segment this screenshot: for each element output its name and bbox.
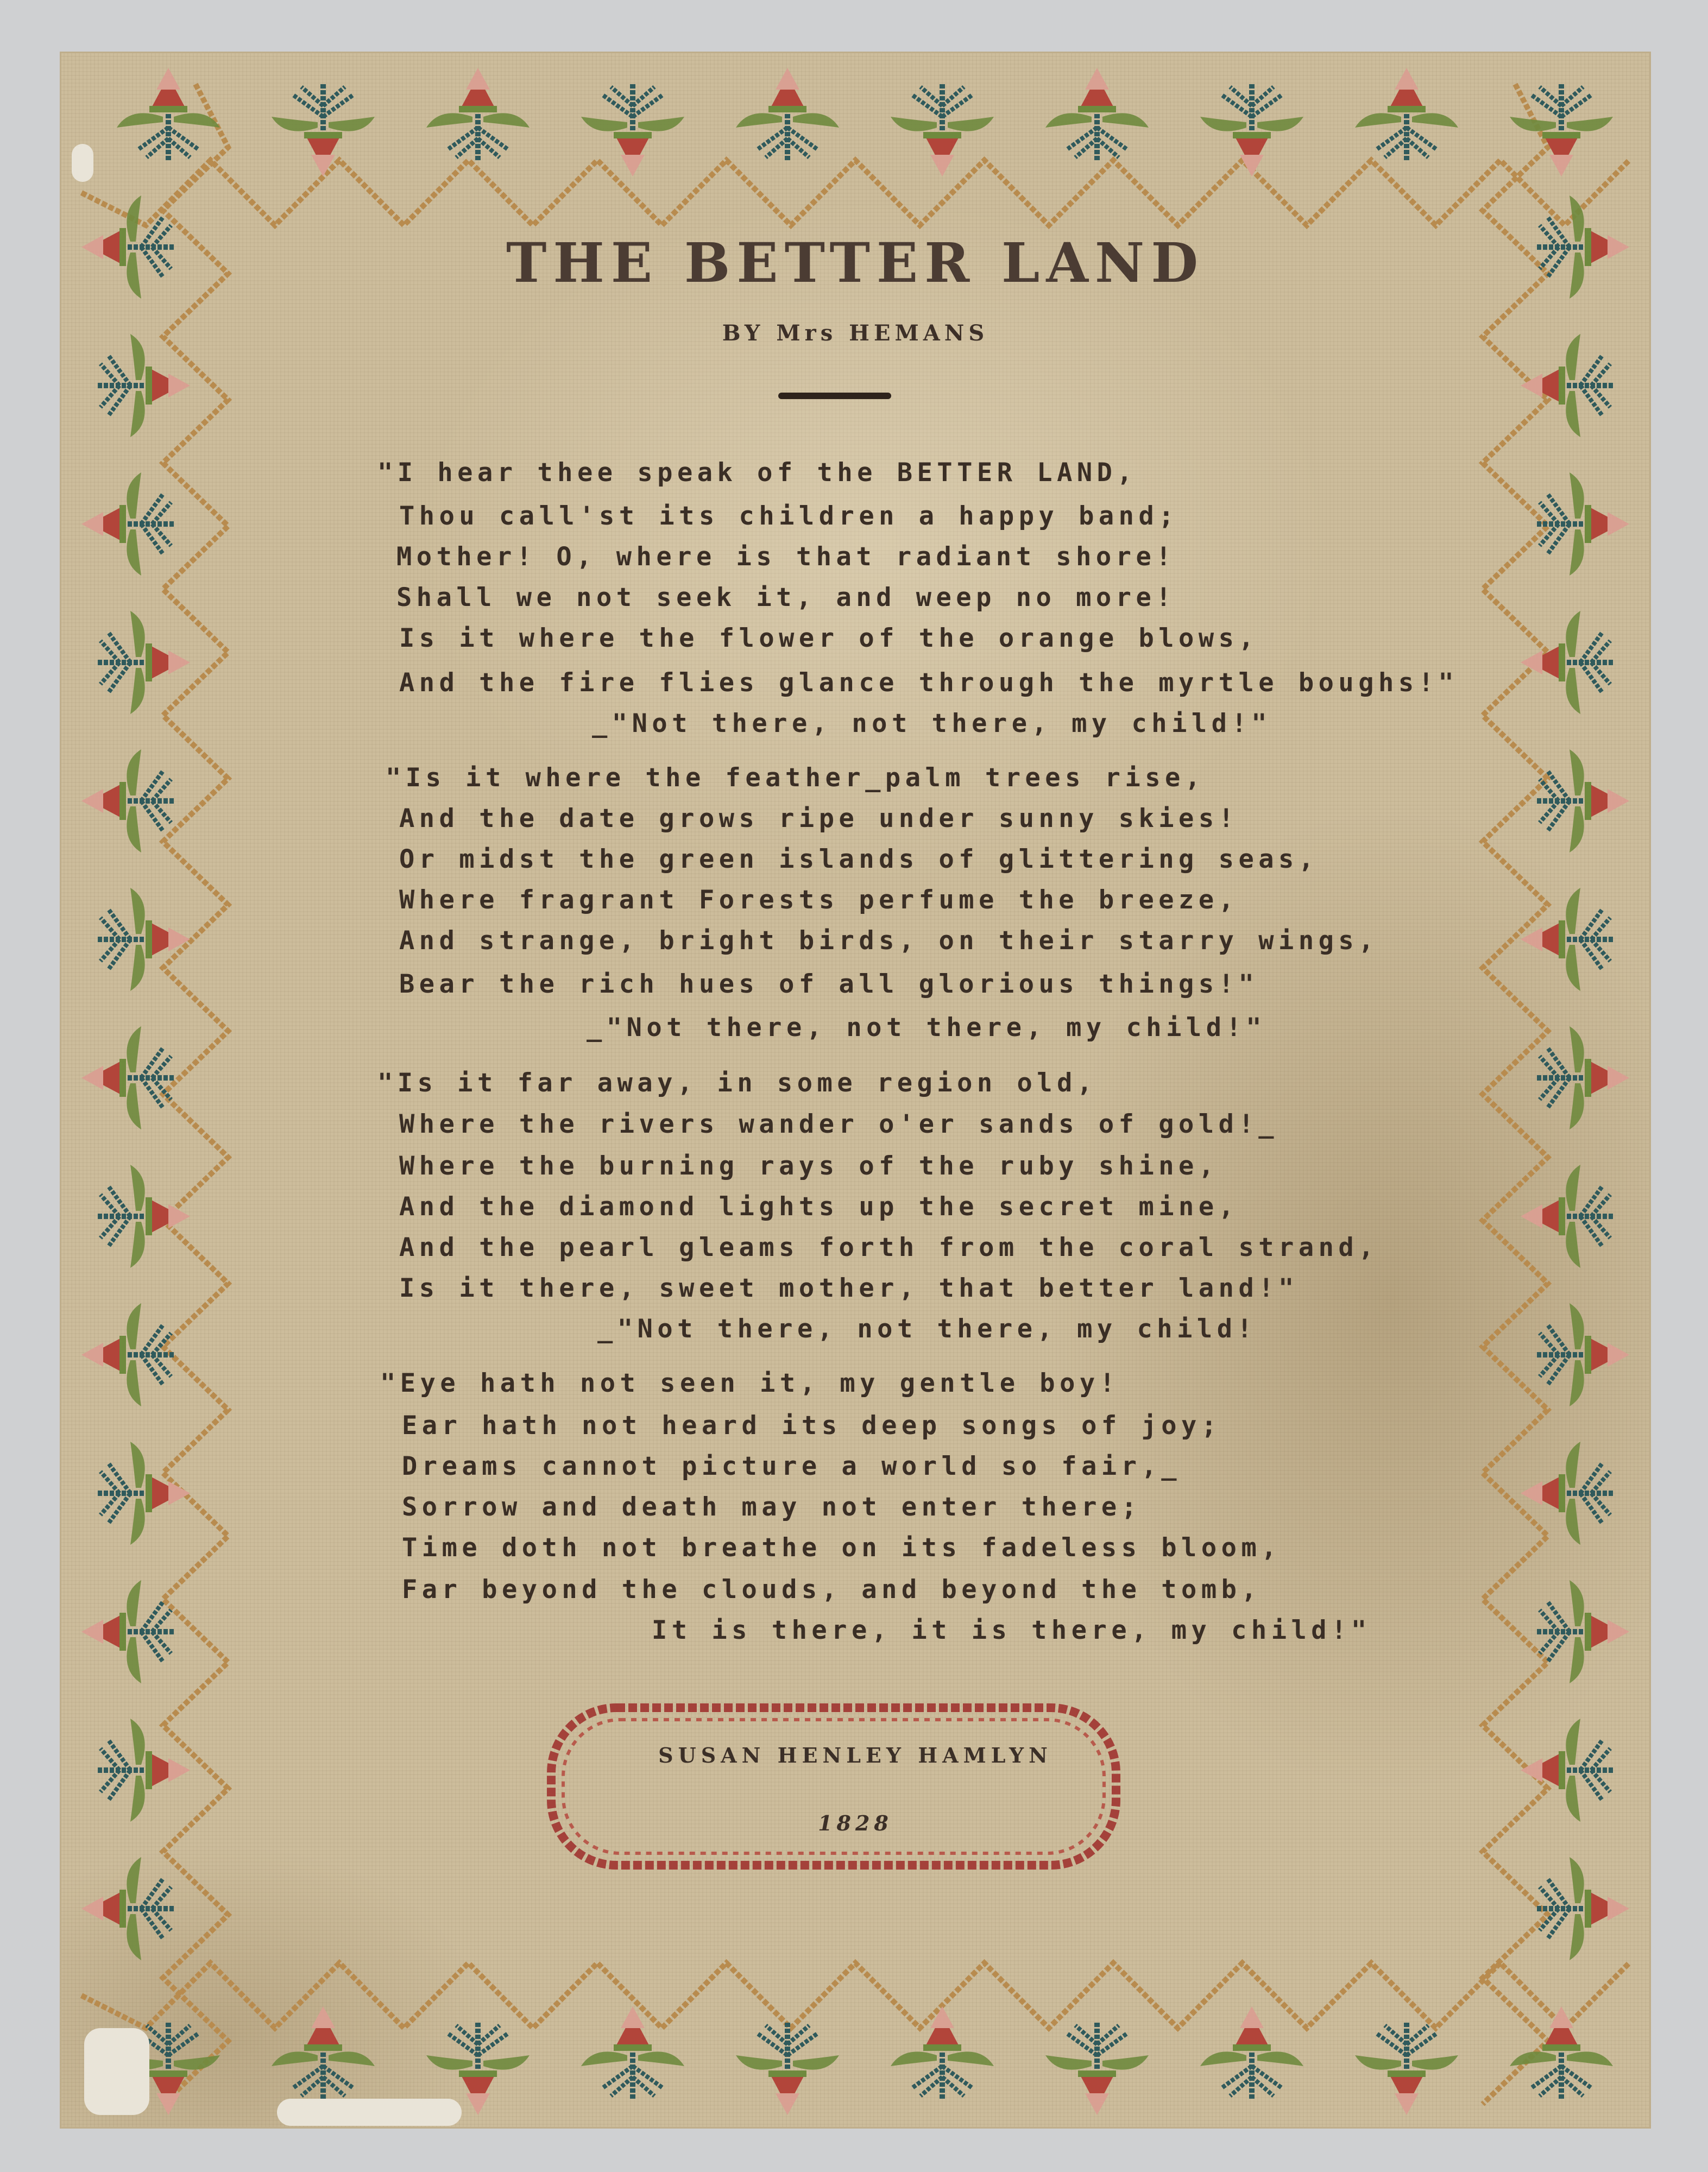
poem-line: Dreams cannot picture a world so fair,_: [402, 1451, 1182, 1481]
poem-line: Ear hath not heard its deep songs of joy;: [402, 1411, 1221, 1441]
poem-line: And the pearl gleams forth from the coral strand,: [399, 1233, 1379, 1262]
poem-refrain: It is there, it is there, my child!": [652, 1615, 1371, 1645]
poem-line: Far beyond the clouds, and beyond the tomb,: [402, 1575, 1262, 1605]
poem-line: And strange, bright birds, on their starry wings,: [399, 926, 1379, 956]
poem-line: Where fragrant Forests perfume the breeze,: [399, 885, 1239, 915]
poem-line: Shall we not seek it, and weep no more!: [396, 583, 1176, 613]
poem-line: "Is it far away, in some region old,: [377, 1068, 1097, 1098]
poem-line: Thou call'st its children a happy band;: [399, 501, 1179, 531]
poem-line: Sorrow and death may not enter there;: [402, 1492, 1142, 1522]
poem-line: Time doth not breathe on its fadeless bloom,: [402, 1533, 1282, 1563]
poem-refrain: _"Not there, not there, my child!": [587, 1013, 1266, 1043]
maker-signature: SUSAN HENLEY HAMLYN: [658, 1743, 1052, 1767]
poem-line: "I hear thee speak of the BETTER LAND,: [377, 458, 1137, 488]
poem-refrain: _"Not there, not there, my child!: [597, 1314, 1257, 1344]
poem-line: "Eye hath not seen it, my gentle boy!: [380, 1368, 1120, 1398]
poem-refrain: _"Not there, not there, my child!": [592, 709, 1272, 738]
sampler-year: 1828: [818, 1811, 893, 1835]
poem-line: Mother! O, where is that radiant shore!: [396, 542, 1176, 572]
poem-line: Or midst the green islands of glittering seas,: [399, 844, 1319, 874]
poem-line: "Is it where the feather_palm trees rise,: [386, 763, 1205, 793]
poem-line: Is it there, sweet mother, that better land!": [399, 1273, 1299, 1303]
poem-line: And the diamond lights up the secret mine,: [399, 1192, 1239, 1222]
poem-line: Where the rivers wander o'er sands of gold!_: [399, 1109, 1279, 1139]
poem-line: Where the burning rays of the ruby shine,: [399, 1151, 1219, 1181]
poem-line: Bear the rich hues of all glorious things!": [399, 969, 1259, 999]
poem-line: And the date grows ripe under sunny skies!: [399, 804, 1239, 834]
poem-line: And the fire flies glance through the myrtle boughs!": [399, 668, 1459, 698]
sampler-byline: BY Mrs HEMANS: [722, 320, 989, 346]
sampler-title: THE BETTER LAND: [506, 231, 1205, 295]
sampler: [60, 52, 1651, 2129]
poem-line: Is it where the flower of the orange blows,: [399, 623, 1259, 653]
